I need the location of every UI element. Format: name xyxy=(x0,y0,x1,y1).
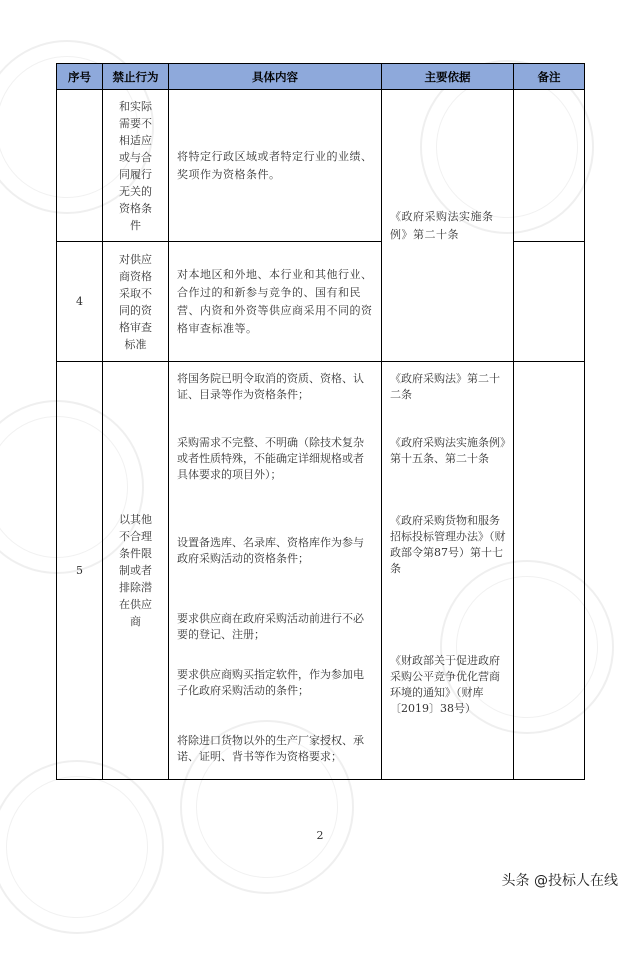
row5-basis-item: 《政府采购货物和服务招标投标管理办法》（财政部令第87号）第十七条 xyxy=(390,514,506,575)
row-cont-act xyxy=(103,90,169,242)
table-header-row xyxy=(57,64,585,90)
header-act: 禁止行为 xyxy=(103,64,169,90)
row5-content-item: 将国务院已明令取消的资质、资格、认证、目录等作为资格条件； xyxy=(177,372,364,401)
footer-brand: 头条 @投标人在线 xyxy=(501,873,618,889)
row5-basis-item: 《政府采购法》第二十二条 xyxy=(390,372,500,401)
row-cont-num xyxy=(57,90,103,242)
header-content: 具体内容 xyxy=(169,64,382,90)
row5-basis-item: 《财政部关于促进政府采购公平竞争优化营商环境的通知》（财库〔2019〕38号） xyxy=(390,654,500,715)
row5-basis-item: 《政府采购法实施条例》第十五条、第二十条 xyxy=(390,436,506,465)
row5-act-text: 以其他不合理条件限制或者排除潜在供应商 xyxy=(119,513,152,628)
header-note: 备注 xyxy=(514,64,585,90)
table-row xyxy=(57,362,585,780)
row5-content-item: 要求供应商购买指定软件，作为参加电子化政府采购活动的条件； xyxy=(177,668,364,697)
row4-act-text: 对供应商资格采取不同的资格审查标准 xyxy=(119,252,152,351)
row5-basis xyxy=(382,362,514,780)
row5-content-item: 采购需求不完整、不明确（除技术复杂或者性质特殊，不能确定详细规格或者具体要求的项目外）； xyxy=(177,436,364,481)
row-cont-act-text: 和实际需要不相适应或与合同履行无关的资格条件 xyxy=(119,99,152,232)
row4-num: 4 xyxy=(57,242,103,362)
row-cont-content: 将特定行政区域或者特定行业的业绩、奖项作为资格条件。 xyxy=(169,90,382,242)
prohibited-behaviors-table xyxy=(56,63,585,780)
row4-act xyxy=(103,242,169,362)
row4-content: 对本地区和外地、本行业和其他行业、合作过的和新参与竞争的、国有和民营、内资和外资等供应商采用不同的资格审查标准等。 xyxy=(169,242,382,362)
page-number: 2 xyxy=(316,829,324,842)
row5-content-item: 将除进口货物以外的生产厂家授权、承诺、证明、背书等作为资格要求； xyxy=(177,734,364,763)
row5-content-item: 要求供应商在政府采购活动前进行不必要的登记、注册； xyxy=(177,612,364,641)
row5-num: 5 xyxy=(57,362,103,780)
header-basis: 主要依据 xyxy=(382,64,514,90)
row5-note xyxy=(514,362,585,780)
row4-note xyxy=(514,242,585,362)
row-cont-note xyxy=(514,90,585,242)
row5-content xyxy=(169,362,382,780)
row5-content-item: 设置备选库、名录库、资格库作为参与政府采购活动的资格条件； xyxy=(177,536,364,565)
shared-basis-cell: 《政府采购法实施条例》第二十条 xyxy=(382,90,514,362)
table-row xyxy=(57,90,585,242)
header-num: 序号 xyxy=(57,64,103,90)
row5-act xyxy=(103,362,169,780)
